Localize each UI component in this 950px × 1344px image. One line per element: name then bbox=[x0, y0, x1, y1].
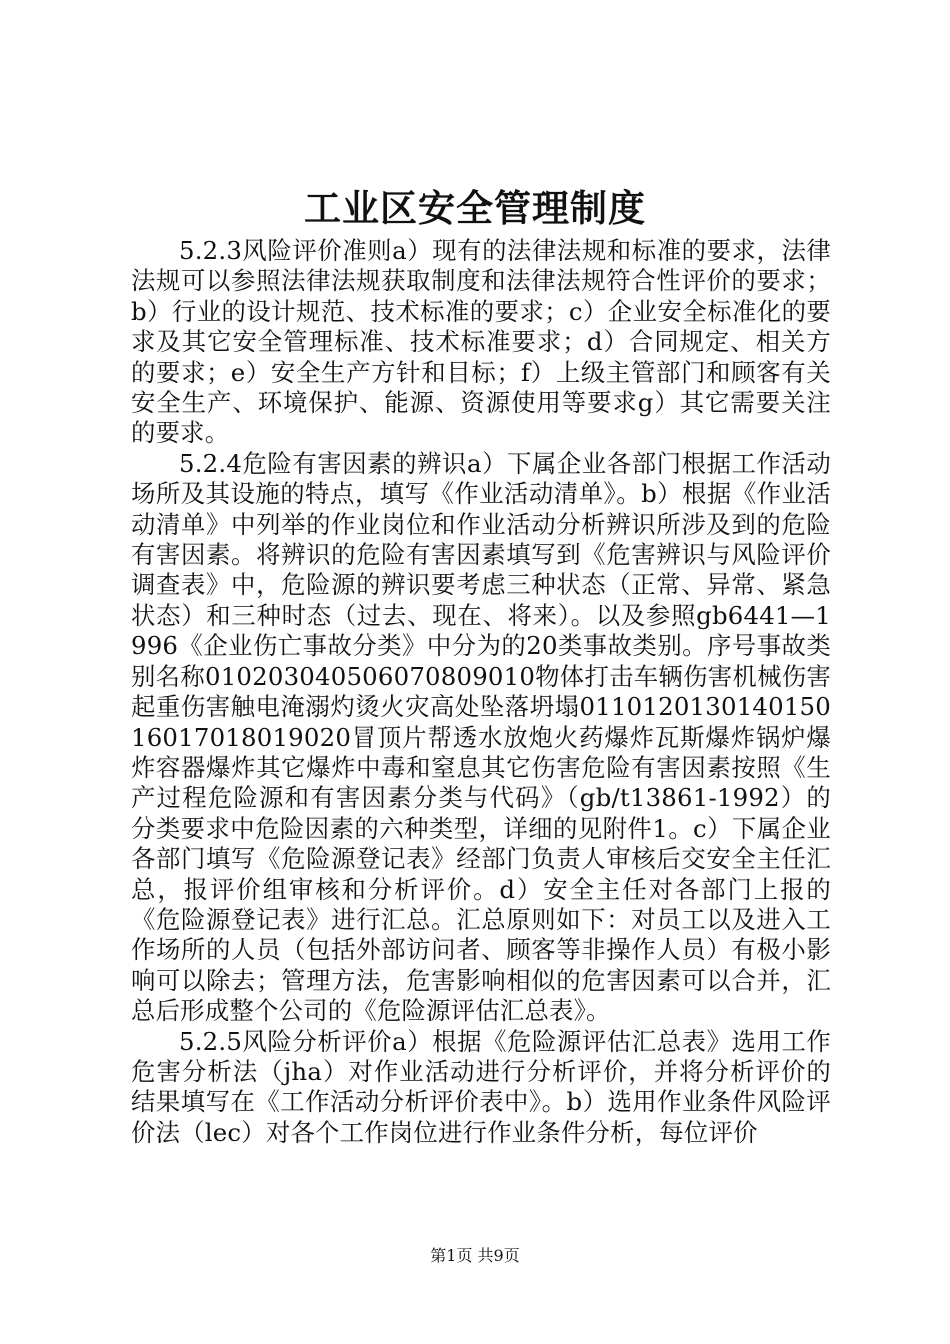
document-body bbox=[131, 236, 831, 1148]
paragraph-5-2-5: 5.2.5风险分析评价a）根据《危险源评估汇总表》选用工作危害分析法（jha）对作业活动进行分析评价，并将分析评价的结果填写在《工作活动分析评价表中》。b）选用作业条件风险评价法（lec）对各个工作岗位进行作业条件分析，每位评价 bbox=[131, 1026, 831, 1147]
page-number-footer: 第1页 共9页 bbox=[430, 1246, 520, 1265]
document-title: 工业区安全管理制度 bbox=[304, 186, 646, 230]
paragraph-5-2-4: 5.2.4危险有害因素的辨识a）下属企业各部门根据工作活动场所及其设施的特点，填写《作业活动清单》。b）根据《作业活动清单》中列举的作业岗位和作业活动分析辨识所涉及到的危险有害因素。将辨识的危险有害因素填写到《危害辨识与风险评价调查表》中，危险源的辨识要考虑三种状态（正常、异常、紧急状态）和三种时态（过去、现在、将来）。以及参照gb6441—1996《企业伤亡事故分类》中分为的20类事故类别。序号事故类别名称010203040506070809010物体打击车辆伤害机械伤害起重伤害触电淹溺灼烫火灾高处坠落坍塌011012013014015016017018019020冒顶片帮透水放炮火药爆炸瓦斯爆炸锅炉爆炸容器爆炸其它爆炸中毒和窒息其它伤害危险有害因素按照《生产过程危险源和有害因素分类与代码》（gb/t13861-1992）的分类要求中危险因素的六种类型，详细的见附件1。c）下属企业各部门填写《危险源登记表》经部门负责人审核后交安全主任汇总，报评价组审核和分析评价。d）安全主任对各部门上报的《危险源登记表》进行汇总。汇总原则如下：对员工以及进入工作场所的人员（包括外部访问者、顾客等非操作人员）有极小影响可以除去；管理方法，危害影响相似的危害因素可以合并，汇总后形成整个公司的《危险源评估汇总表》。 bbox=[131, 448, 831, 1026]
paragraph-5-2-3: 5.2.3风险评价准则a）现有的法律法规和标准的要求，法律法规可以参照法律法规获取制度和法律法规符合性评价的要求；b）行业的设计规范、技术标准的要求；c）企业安全标准化的要求及其它安全管理标准、技术标准要求；d）合同规定、相关方的要求；e）安全生产方针和目标；f）上级主管部门和顾客有关安全生产、环境保护、能源、资源使用等要求g）其它需要关注的要求。 bbox=[131, 236, 831, 448]
